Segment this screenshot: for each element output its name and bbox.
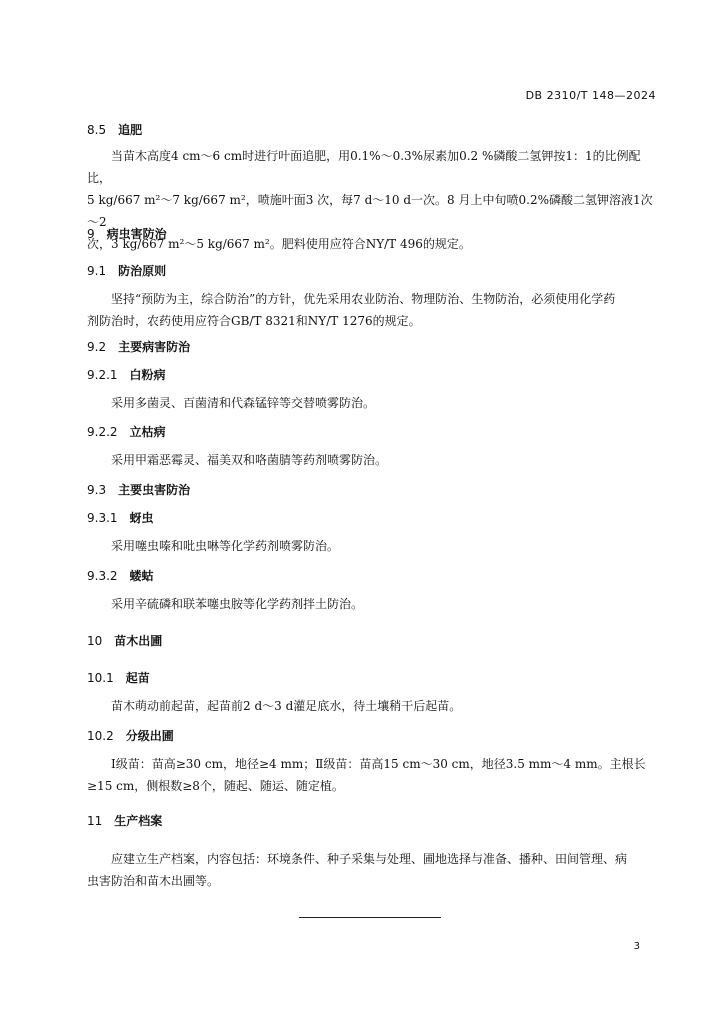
footer-rule (299, 917, 441, 918)
section-heading: 10.1 起苗 (87, 671, 150, 685)
section-9-2-1-text: 采用多菌灵、百菌清和代森锰锌等交替喷雾防治。 (87, 396, 376, 410)
section-9-2-2-text: 采用甲霜恶霉灵、福美双和咯菌腈等药剂喷雾防治。 (87, 453, 388, 467)
section-10-2-text: Ⅰ级苗：苗高≥30 cm，地径≥4 mm；Ⅱ级苗：苗高15 cm～30 cm，地径3.5 mm～4 mm。主根长 ≥15 cm，侧根数≥8个，随起、随运、随定植。 (87, 757, 646, 793)
section-heading: 9.3 主要虫害防治 (87, 483, 191, 497)
page-number: 3 (633, 941, 640, 952)
section-8-5-text: 当苗木高度4 cm～6 cm时进行叶面追肥，用0.1%～0.3%尿素加0.2 %磷酸二氢钾按1：1的比例配比， 5 kg/667 m²～7 kg/667 m²，喷施叶面3 次，每7 d～10 d一次。8 月上中旬喷0.2%磷酸二氢钾溶液1次～2 次，3 kg/667 m²～5 kg/667 m²。肥料使用应符合NY/T 496的规定。 (87, 149, 653, 251)
section-heading: 9.2.1 白粉病 (87, 368, 166, 382)
section-9-1-text: 坚持“预防为主，综合防治”的方针，优先采用农业防治、物理防治、生物防治，必须使用化学药 剂防治时，农药使用应符合GB/T 8321和NY/T 1276的规定。 (87, 292, 616, 328)
section-heading: 10.2 分级出圃 (87, 729, 174, 743)
section-11-text: 应建立生产档案，内容包括：环境条件、种子采集与处理、圃地选择与准备、播种、田间管理、病 虫害防治和苗木出圃等。 (87, 852, 628, 888)
section-heading: 9.3.2 蝼蛄 (87, 569, 154, 583)
section-9-3-2-text: 采用辛硫磷和联苯噻虫胺等化学药剂拌土防治。 (87, 597, 364, 611)
section-10-1-text: 苗木萌动前起苗，起苗前2 d～3 d灌足底水，待土壤稍干后起苗。 (87, 699, 462, 713)
section-heading: 9.2.2 立枯病 (87, 425, 166, 439)
section-heading: 11 生产档案 (87, 814, 163, 828)
section-9-3-1-text: 采用噻虫嗪和吡虫啉等化学药剂喷雾防治。 (87, 539, 340, 553)
section-heading: 8.5 追肥 (87, 123, 143, 137)
section-heading: 9.2 主要病害防治 (87, 340, 191, 354)
section-heading: 9.1 防治原则 (87, 264, 167, 278)
section-heading: 9.3.1 蚜虫 (87, 511, 154, 525)
standard-code: DB 2310/T 148—2024 (525, 89, 656, 102)
section-heading: 10 苗木出圃 (87, 634, 163, 648)
section-heading: 9 病虫害防治 (87, 227, 167, 241)
